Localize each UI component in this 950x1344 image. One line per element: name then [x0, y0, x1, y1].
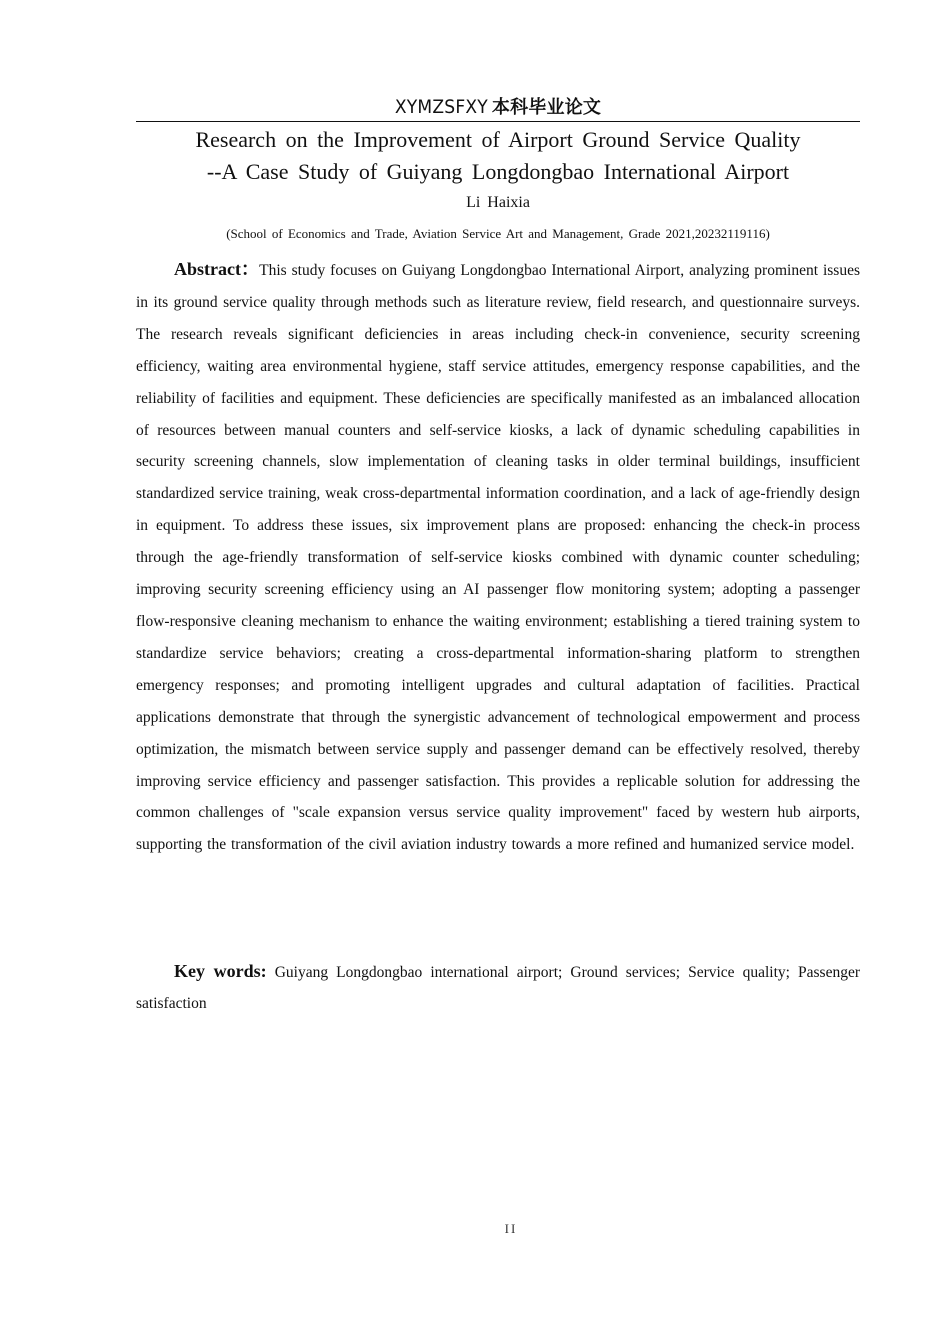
keywords-label: Key words: [174, 961, 267, 981]
school-code: XYMZSFXY [394, 96, 488, 118]
title-line-2: --A Case Study of Guiyang Longdongbao International Airport [206, 159, 790, 184]
abstract-text: This study focuses on Guiyang Longdongbao International Airport, analyzing prominent issues in its ground service quality through methods such as literature review, field research, and questionnaire surveys. The research reveals significant deficiencies in areas including check-in convenience, security screening efficiency, waiting area environmental hygiene, staff service attitudes, emergency response capabilities, and the reliability of facilities and equipment. These deficiencies are specifically manifested as an imbalanced allocation of resources between manual counters and self-service kiosks, a lack of dynamic scheduling capabilities in security screening channels, slow implementation of cleaning tasks in older terminal buildings, insufficient standardized service training, weak cross-departmental information coordination, and a lack of age-friendly design in equipment. To address these issues, six improvement plans are proposed: enhancing the check-in process through the age-friendly transformation of self-service kiosks combined with dynamic counter scheduling; improving security screening efficiency using an AI passenger flow monitoring system; adopting a passenger flow-responsive cleaning mechanism to enhance the waiting environment; establishing a tiered training system to standardize service behaviors; creating a cross-departmental information-sharing platform to strengthen emergency responses; and promoting intelligent upgrades and cultural adaptation of facilities. Practical applications demonstrate that through the synergistic advancement of technological empowerment and process optimization, the mismatch between service supply and passenger demand can be effectively resolved, thereby improving service efficiency and passenger satisfaction. This provides a replicable solution for addressing the common challenges of "scale expansion versus service quality improvement" faced by western hub airports, supporting the transformation of the civil aviation industry towards a more refined and humanized service model. [136, 262, 860, 854]
thesis-type: 本科毕业论文 [491, 97, 602, 118]
title-line-1: Research on the Improvement of Airport Ground Service Quality [195, 127, 801, 152]
page-number: II [504, 1221, 518, 1236]
keywords-paragraph [136, 956, 860, 1019]
author-name: Li Haixia [466, 194, 530, 211]
paper-title [136, 124, 860, 188]
header-rule [136, 121, 860, 122]
author-affiliation: (School of Economics and Trade, Aviation Service Art and Management, Grade 2021,20232119116) [226, 226, 770, 241]
keywords-text: Guiyang Longdongbao international airport; Ground services; Service quality; Passenger satisfaction [136, 964, 860, 1012]
abstract-paragraph [136, 254, 860, 861]
running-header [136, 93, 860, 121]
abstract-label: Abstract： [174, 259, 260, 279]
